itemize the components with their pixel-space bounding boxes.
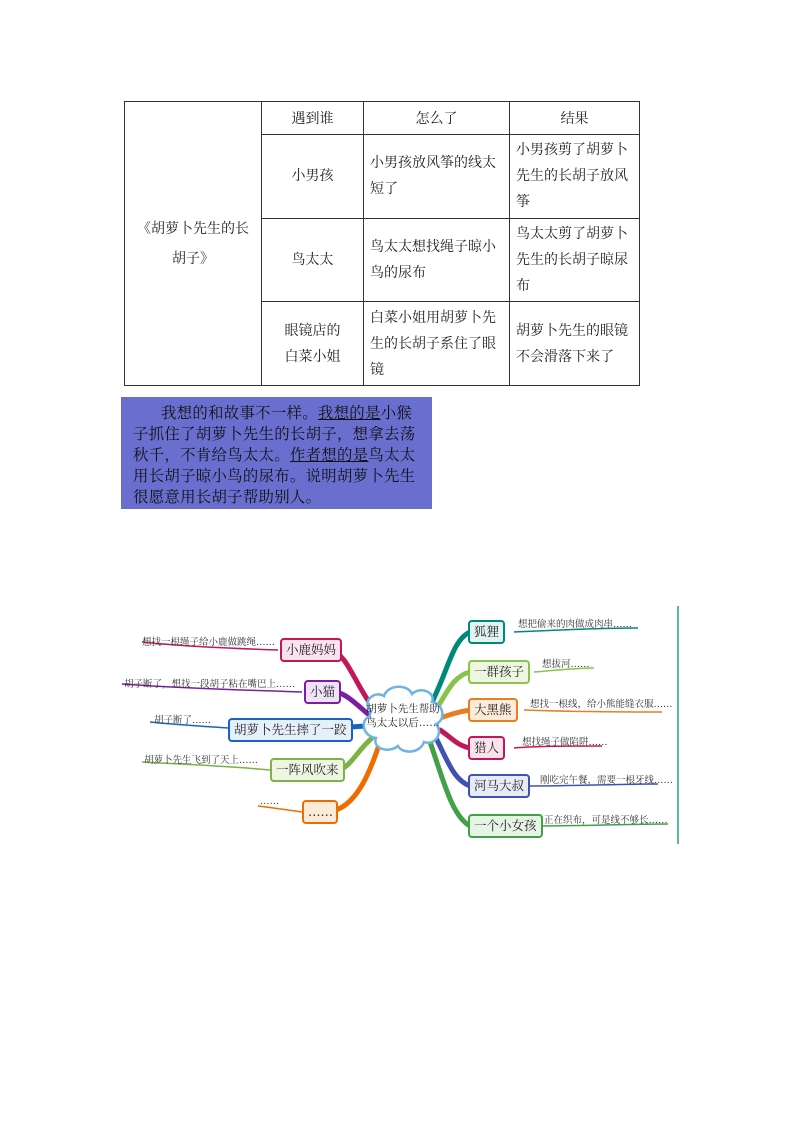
story-table: [124, 101, 640, 386]
note-fawn-mother: 想找一根绳子给小鹿做跳绳……: [142, 637, 276, 648]
cell-result: 小男孩剪了胡萝卜先生的长胡子放风筝: [510, 135, 640, 219]
note-children: 想拔河……: [542, 659, 590, 670]
node-etc: ……: [302, 800, 338, 824]
node-black-bear: 大黑熊: [468, 698, 518, 722]
note-etc: ……: [260, 796, 279, 807]
node-kitten: 小猫: [304, 680, 341, 704]
note-little-girl: 正在织布，可是线不够长……: [544, 815, 668, 826]
reflection-note: [121, 397, 432, 509]
cell-what: 鸟太太想找绳子晾小鸟的尿布: [364, 218, 510, 302]
note-uncle-hippo: 刚吃完午餐，需要一根牙线……: [540, 775, 674, 786]
node-children: 一群孩子: [468, 660, 530, 684]
note-author-idea-label: 作者想的是: [289, 446, 369, 464]
cell-who: 眼镜店的白菜小姐: [262, 302, 364, 386]
node-fawn-mother: 小鹿妈妈: [280, 638, 342, 662]
cell-who: 小男孩: [262, 135, 364, 219]
cell-result: 鸟太太剪了胡萝卜先生的长胡子晾尿布: [510, 218, 640, 302]
node-carrot-fell: 胡萝卜先生摔了一跤: [228, 718, 353, 742]
header-result: 结果: [510, 102, 640, 135]
node-wind-blew: 一阵风吹来: [270, 758, 345, 782]
cell-result: 胡萝卜先生的眼镜不会滑落下来了: [510, 302, 640, 386]
table-header-row: [125, 102, 640, 135]
header-what: 怎么了: [364, 102, 510, 135]
cell-who: 鸟太太: [262, 218, 364, 302]
mind-map-center: 胡萝卜先生帮助鸟太太以后……: [366, 703, 440, 729]
note-hunter: 想找绳子做陷阱……: [522, 737, 608, 748]
note-intro: 我想的和故事不一样。: [161, 404, 318, 422]
cell-what: 白菜小姐用胡萝卜先生的长胡子系住了眼镜: [364, 302, 510, 386]
node-hunter: 猎人: [468, 736, 505, 760]
node-uncle-hippo: 河马大叔: [468, 774, 530, 798]
note-my-idea: 小猴子抓住了胡萝卜先生的长胡子，想拿去荡秋千，不肯给鸟太太。: [133, 404, 416, 464]
note-carrot-fell: 胡子断了……: [154, 715, 212, 726]
header-who: 遇到谁: [262, 102, 364, 135]
note-kitten: 胡子断了，想找一段胡子粘在嘴巴上……: [124, 679, 296, 690]
note-wind-blew: 胡萝卜先生飞到了天上……: [144, 755, 259, 766]
node-fox: 狐狸: [468, 620, 505, 644]
node-little-girl: 一个小女孩: [468, 814, 543, 838]
note-black-bear: 想找一根线，给小熊能缝衣服……: [530, 699, 673, 710]
mind-map: [118, 602, 680, 844]
note-author-idea: 鸟太太用长胡子晾小鸟的尿布。说明胡萝卜先生很愿意用长胡子帮助别人。: [133, 446, 416, 506]
cell-what: 小男孩放风筝的线太短了: [364, 135, 510, 219]
story-title: 《胡萝卜先生的长胡子》: [125, 102, 262, 386]
note-fox: 想把偷来的肉做成肉串……: [518, 619, 633, 630]
note-my-idea-label: 我想的是: [317, 404, 381, 422]
